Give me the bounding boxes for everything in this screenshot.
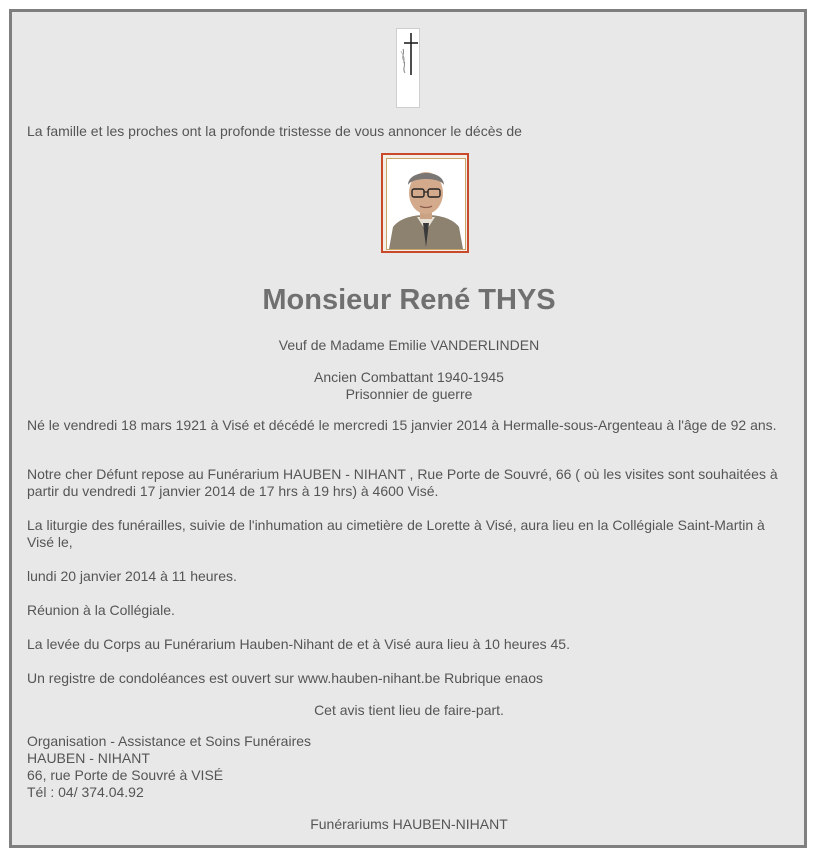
distinction-2: Prisonnier de guerre bbox=[345, 386, 473, 402]
org-line-3: 66, rue Porte de Souvré à VISÉ bbox=[27, 767, 224, 783]
date-text: lundi 20 janvier 2014 à 11 heures. bbox=[27, 568, 237, 584]
footer-text: Funérariums HAUBEN-NIHANT bbox=[310, 816, 508, 832]
org-line-1: Organisation - Assistance et Soins Funéraires bbox=[27, 733, 312, 749]
obituary-frame bbox=[9, 9, 807, 848]
org-line-2: HAUBEN - NIHANT bbox=[27, 750, 150, 766]
portrait-photo bbox=[381, 153, 469, 253]
cross-icon bbox=[396, 28, 420, 108]
meeting-text: Réunion à la Collégiale. bbox=[27, 602, 175, 618]
birth-death-text: Né le vendredi 18 mars 1921 à Visé et décédé le mercredi 15 janvier 2014 à Hermalle-sous-Argenteau à l'âge de 92 ans. bbox=[27, 417, 777, 433]
levee-text: La levée du Corps au Funérarium Hauben-Nihant de et à Visé aura lieu à 10 heures 45. bbox=[27, 636, 570, 652]
repose-text: Notre cher Défunt repose au Funérarium HAUBEN - NIHANT , Rue Porte de Souvré, 66 ( où les visites sont souhaitées à partir du vendredi 17 janvier 2014 de 17 hrs à 19 hrs) à 4600 Visé. bbox=[27, 466, 778, 499]
deceased-name: Monsieur René THYS bbox=[262, 284, 556, 316]
register-text: Un registre de condoléances est ouvert sur www.hauben-nihant.be Rubrique enaos bbox=[27, 670, 543, 686]
org-line-4: Tél : 04/ 374.04.92 bbox=[27, 784, 144, 800]
liturgy-text: La liturgie des funérailles, suivie de l'inhumation au cimetière de Lorette à Visé, aura lieu en la Collégiale Saint-Martin à Visé le, bbox=[27, 517, 765, 550]
spouse-text: Veuf de Madame Emilie VANDERLINDEN bbox=[278, 337, 540, 353]
distinction-1: Ancien Combattant 1940-1945 bbox=[314, 369, 504, 385]
intro-text: La famille et les proches ont la profonde tristesse de vous annoncer le décès de bbox=[27, 123, 522, 139]
notice-text: Cet avis tient lieu de faire-part. bbox=[314, 702, 504, 718]
